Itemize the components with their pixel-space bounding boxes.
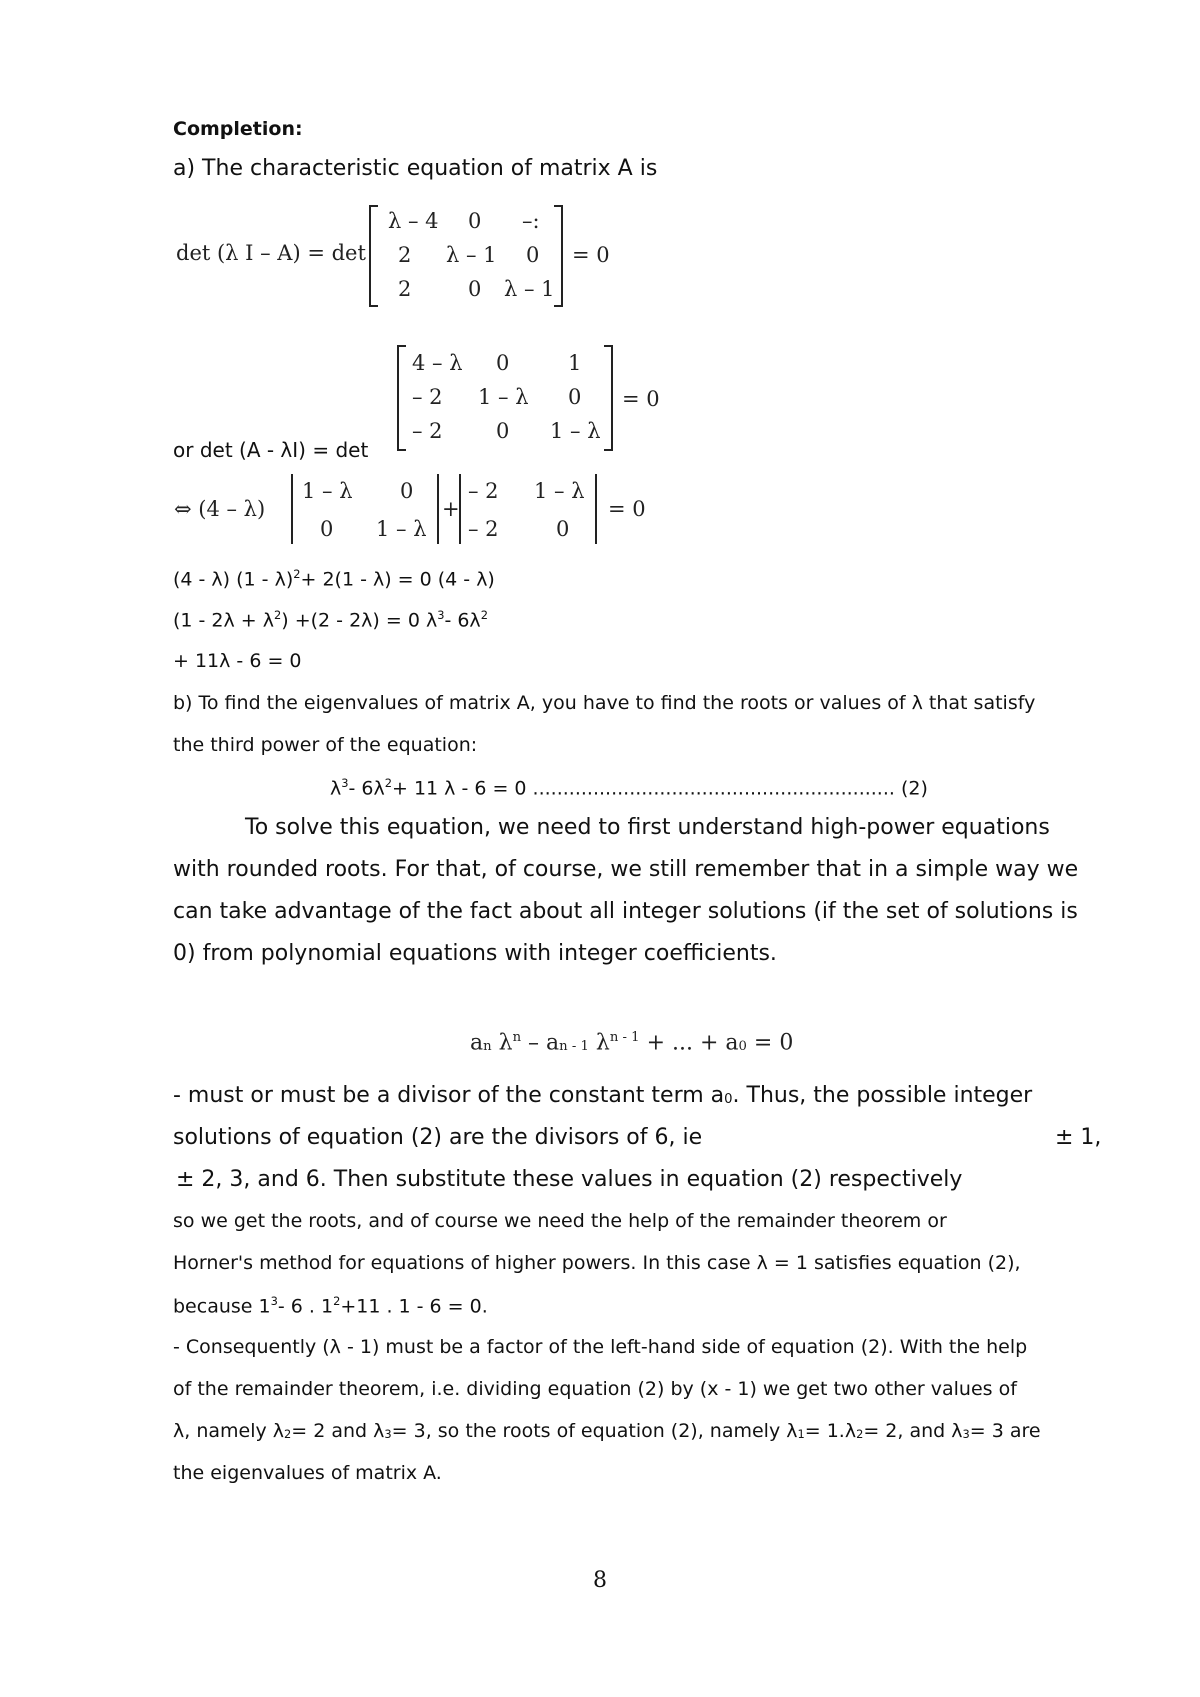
expansion-line-3: + 11λ - 6 = 0 [173,650,302,672]
eq3-d2-10: – 2 [468,517,499,541]
eq2-m10: – 2 [412,385,443,409]
roots-line-3: because $1^3-$ 6 . $1^2+11$ . 1 - 6 = 0. [173,1294,488,1318]
eq2-lhs: or det (A - λI) = det [173,438,369,462]
eq2-rhs: = 0 [622,387,660,411]
eq2-m21: 0 [496,419,510,443]
eq2-m20: – 2 [412,419,443,443]
eq1-m02: –: [522,209,540,233]
eq3-rhs: = 0 [608,497,646,521]
conclusion-line-4: the eigenvalues of matrix A. [173,1462,442,1484]
eq3-plus: + [442,497,460,521]
conclusion-line-3: λ, namely λ2= 2 and λ3= 3, so the roots of equation (2), namely λ1= 1.λ2= 2, and λ3= 3 are [173,1420,1041,1442]
eq3-prefix: ⇔ (4 – λ) [174,497,266,521]
paragraph-line-3: can take advantage of the fact about all integer solutions (if the set of solutions is [173,899,1078,924]
eq2-m12: 0 [568,385,582,409]
conclusion-line-1: - Consequently (λ - 1) must be a factor of the left-hand side of equation (2). With the help [173,1336,1028,1358]
paragraph-line-2: with rounded roots. For that, of course, we still remember that in a simple way we [173,857,1079,882]
heading: Completion: [173,118,303,140]
eq1-m10: 2 [398,243,412,267]
roots-line-1: so we get the roots, and of course we need the help of the remainder theorem or [173,1210,947,1232]
eq1-m20: 2 [398,277,412,301]
eq3-d1-01: 0 [400,479,414,503]
eq3-d1-10: 0 [320,517,334,541]
det-a-minus-lambda-matrix [390,338,670,458]
eq3-d2-00: – 2 [468,479,499,503]
eq2-m01: 0 [496,351,510,375]
divisor-line-2: solutions of equation (2) are the divisors of 6, ie [173,1125,703,1150]
eq3-d2-11: 0 [556,517,570,541]
part-a-intro: a) The characteristic equation of matrix A is [173,156,658,181]
conclusion-line-2: of the remainder theorem, i.e. dividing equation (2) by (x - 1) we get two other values of [173,1378,1017,1400]
part-b-line-2: the third power of the equation: [173,734,478,756]
roots-line-2: Horner's method for equations of higher powers. In this case λ = 1 satisfies equation (2), [173,1252,1021,1274]
cofactor-expansion [170,468,670,548]
eq2-m02: 1 [568,351,582,375]
paragraph-line-1: To solve this equation, we need to first understand high-power equations [245,815,1050,840]
char-equation-matrix [170,198,650,313]
plus-minus-one: ± 1, [1055,1125,1102,1150]
eq1-m12: 0 [526,243,540,267]
eq3-d1-00: 1 – λ [302,479,353,503]
eq2-m00: 4 – λ [412,351,463,375]
page-number: 8 [593,1568,607,1593]
eq1-lhs: det (λ I – A) = det [176,241,366,265]
eq3-d2-01: 1 – λ [534,479,585,503]
eq2-m11: 1 – λ [478,385,529,409]
eq1-m11: λ – 1 [446,243,497,267]
eq1-m00: λ – 4 [388,209,439,233]
eq3-d1-11: 1 – λ [376,517,427,541]
eq1-m01: 0 [468,209,482,233]
expansion-line-1: (4 - λ) (1 - λ)$^2$+ 2(1 - λ) = 0 (4 - λ) [173,567,495,591]
eq1-rhs: = 0 [572,243,610,267]
eq1-m21: 0 [468,277,482,301]
part-b-line-1: b) To find the eigenvalues of matrix A, you have to find the roots or values of λ that satisfy [173,692,1036,714]
expansion-line-2: $(1 - 2\lambda + \lambda^2) +(2 - 2\lambda) = 0$ $\lambda^3-$ $6\lambda^2$ [173,608,488,632]
general-polynomial: an $\lambda^n$ – an - 1 $\lambda^{n - 1}$ + ... + a0 = 0 [470,1030,794,1056]
eq2-m22: 1 – λ [550,419,601,443]
equation-2: $\lambda^3-$ $6\lambda^2+ 11$ λ - 6 = 0 ............................................................ (2) [330,776,928,800]
paragraph-line-4: 0) from polynomial equations with integer coefficients. [173,941,777,966]
divisor-line-1: - must or must be a divisor of the constant term a0. Thus, the possible integer [173,1083,1033,1108]
divisor-line-3: ± 2, 3, and 6. Then substitute these values in equation (2) respectively [176,1167,963,1192]
eq1-m22: λ – 1 [504,277,555,301]
